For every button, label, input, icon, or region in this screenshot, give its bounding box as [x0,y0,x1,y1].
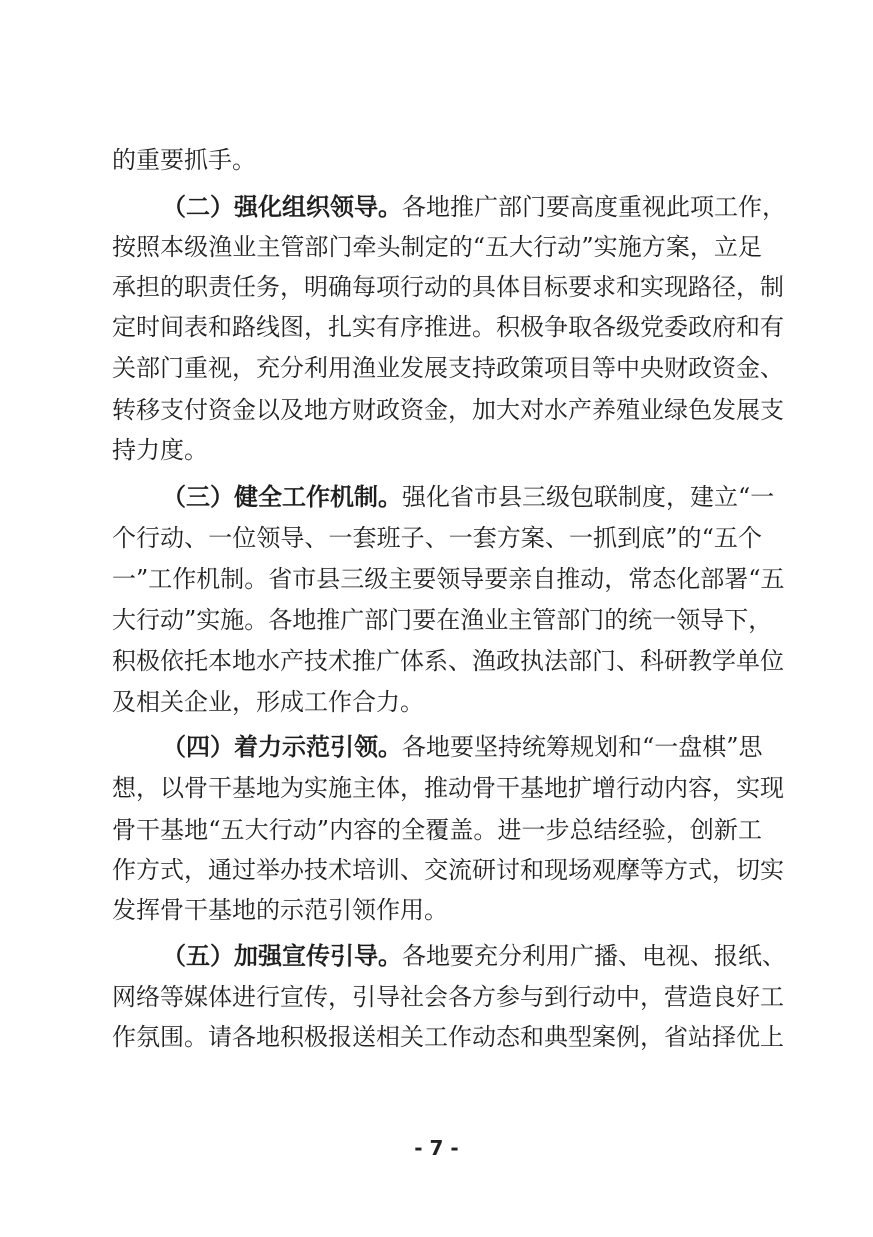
text-line [112,813,762,847]
line-text: 一”工作机制。省市县三级主要领导要亲自推动，常态化部署“五 [112,565,785,593]
line-text: 承担的职责任务，明确每项行动的具体目标要求和实现路径，制 [112,273,784,301]
text-line [112,310,784,344]
text-line [112,393,784,427]
text-line [112,893,762,927]
text-line [112,980,784,1014]
text-line [112,685,762,719]
text-line [112,270,784,304]
text-line [112,644,784,678]
line-text: 大行动”实施。各地推广部门要在渔业主管部门的统一领导下， [112,606,773,634]
section-heading: （五）加强宣传引导。 [162,942,402,970]
page-number: - 7 - [414,1136,459,1160]
section-heading: （四）着力示范引领。 [162,733,402,761]
text-line [112,771,784,805]
line-text: 个行动、一位领导、一套班子、一套方案、一抓到底”的“五个 [112,524,762,552]
line-text: 定时间表和路线图，扎实有序推进。积极争取各级党委政府和有 [112,313,784,341]
section-heading-line [162,190,786,224]
text-line [112,853,784,887]
line-text: 作氛围。请各地积极报送相关工作动态和典型案例，省站择优上 [112,1023,784,1051]
text-line [112,1020,784,1054]
line-text: 关部门重视，充分利用渔业发展支持政策项目等中央财政资金、 [112,354,784,382]
text-line [112,521,762,555]
text-line [112,230,762,264]
line-text: 作方式，通过举办技术培训、交流研讨和现场观摩等方式，切实 [112,856,784,884]
line-text: 各地要坚持统筹规划和“一盘棋”思 [402,733,763,761]
section-heading: （三）健全工作机制。 [162,483,402,511]
line-text: 想，以骨干基地为实施主体，推动骨干基地扩增行动内容，实现 [112,774,784,802]
line-text: 及相关企业，形成工作合力。 [112,688,424,716]
text-line [112,562,785,596]
text-line [112,351,784,385]
section-heading-line [162,939,786,973]
line-text: 持力度。 [112,436,208,464]
text-line [112,143,762,177]
text-line [112,433,762,467]
line-text: 各地推广部门要高度重视此项工作， [402,193,786,221]
line-text: 强化省市县三级包联制度，建立“一 [402,483,775,511]
section-heading-line [162,730,762,764]
section-heading-line [162,480,775,514]
line-text: 按照本级渔业主管部门牵头制定的“五大行动”实施方案，立足 [112,233,762,261]
line-text: 网络等媒体进行宣传，引导社会各方参与到行动中，营造良好工 [112,983,784,1011]
line-text: 积极依托本地水产技术推广体系、渔政执法部门、科研教学单位 [112,647,784,675]
line-text: 的重要抓手。 [112,146,256,174]
line-text: 发挥骨干基地的示范引领作用。 [112,896,448,924]
text-line [112,603,773,637]
section-heading: （二）强化组织领导。 [162,193,402,221]
line-text: 骨干基地“五大行动”内容的全覆盖。进一步总结经验，创新工 [112,816,762,844]
line-text: 各地要充分利用广播、电视、报纸、 [402,942,786,970]
line-text: 转移支付资金以及地方财政资金，加大对水产养殖业绿色发展支 [112,396,784,424]
